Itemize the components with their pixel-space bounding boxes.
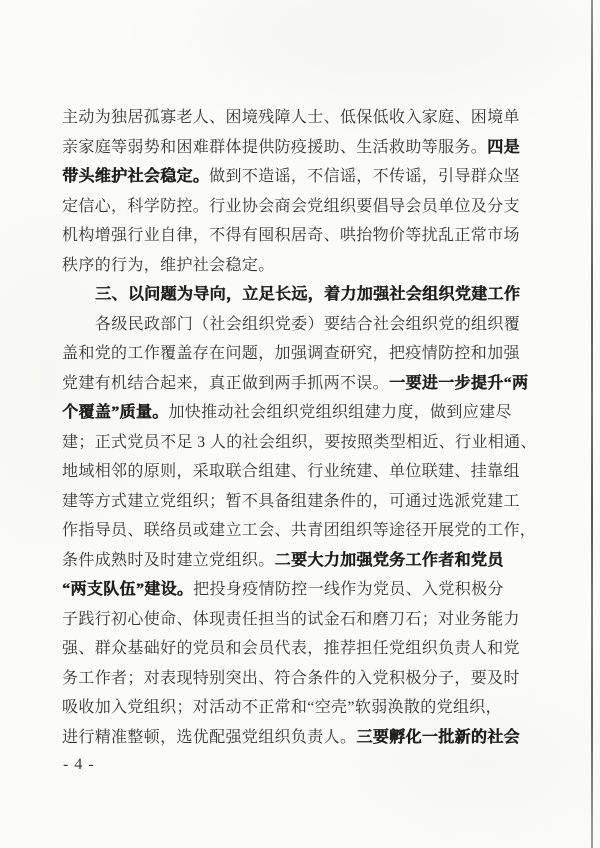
text-line [62,487,524,517]
text-line [62,634,524,664]
body-text: 强、群众基础好的党员和会员代表，推荐担任党组织负责人和党 [62,640,520,657]
emphasis-text: 三要孵化一批新的社会 [356,728,520,746]
emphasis-text: 个覆盖”质量。 [62,404,169,421]
text-line [62,369,529,399]
body-text: 建等方式建立党组织；暂不具备组建条件的，可通过选派党建工 [62,492,520,510]
emphasis-text: 三、以问题为导向，立足长远，着力加强社会组织党建工作 [95,286,521,303]
text-line [62,693,524,723]
body-text: 吸收加入党组织；对活动不正常和“空壳”软弱涣散的党组织， [62,699,503,716]
text-line [62,457,524,487]
emphasis-text: “两支队伍”建设。 [62,581,194,598]
document-body-text [62,103,537,752]
body-text: 做到不造谣，不信谣，不传谣，引导群众坚 [209,168,520,185]
emphasis-text: 带头维护社会稳定。 [62,168,210,185]
text-line [62,339,524,369]
body-text: 加快推动社会组织党组织组建力度，做到应建尽 [168,404,512,421]
text-line [62,664,524,694]
text-line [62,398,524,428]
text-line [62,723,524,753]
text-line [62,162,524,192]
body-text: 秩序的行为，维护社会稳定。 [62,256,275,274]
scan-edge-artifact [591,0,593,848]
body-text: 各级民政部门（社会组织党委）要结合社会组织党的组织覆 [95,315,521,333]
body-text: 亲家庭等弱势和困难群体提供防疫援助、生活救助等服务。 [62,138,488,156]
body-text: 务工作者；对表现特别突出、符合条件的入党积极分子，要及时 [62,669,520,687]
page-number: - 4 - [63,756,95,773]
emphasis-text: 二要大力加强党务工作者和党员 [274,551,504,569]
text-line [62,310,524,340]
text-line [62,575,524,605]
text-line [62,103,524,133]
body-text: 定信心，科学防控。行业协会商会党组织要倡导会员单位及分支 [62,197,520,215]
body-text: 主动为独居孤寡老人、困境残障人士、低保低收入家庭、困境单 [62,109,520,126]
text-line [62,221,524,251]
body-text: 盖和党的工作覆盖存在问题，加强调查研究，把疫情防控和加强 [62,345,520,362]
body-text: 子践行初心使命、体现责任担当的试金石和磨刀石；对业务能力 [62,610,520,628]
text-line [62,516,537,546]
body-text: 进行精准整顿，选优配强党组织负责人。 [62,728,357,746]
text-line [62,546,524,576]
body-text: 把投身疫情防控一线作为党员、入党积极分 [193,581,504,598]
emphasis-text: 四是 [487,138,520,156]
body-text: 地域相邻的原则，采取联合组建、行业统建、单位联建、挂靠组 [62,463,520,480]
body-text: 机构增强行业自律，不得有囤积居奇、哄抬物价等扰乱正常市场 [62,227,520,244]
body-text: 党建有机结合起来，真正做到两手抓两不误。 [62,374,390,392]
text-line [62,605,524,635]
text-line [62,280,524,310]
body-text: 建；正式党员不足 3 人的社会组织，要按照类型相近、行业相通、 [62,433,537,451]
text-line [62,133,524,163]
text-line [62,251,524,281]
text-line [62,428,537,458]
body-text: 作指导员、联络员或建立工会、共青团组织等途径开展党的工作， [62,522,537,539]
body-text: 条件成熟时及时建立党组织。 [62,551,275,569]
emphasis-text: 一要进一步提升“两 [389,374,529,392]
text-line [62,192,524,222]
